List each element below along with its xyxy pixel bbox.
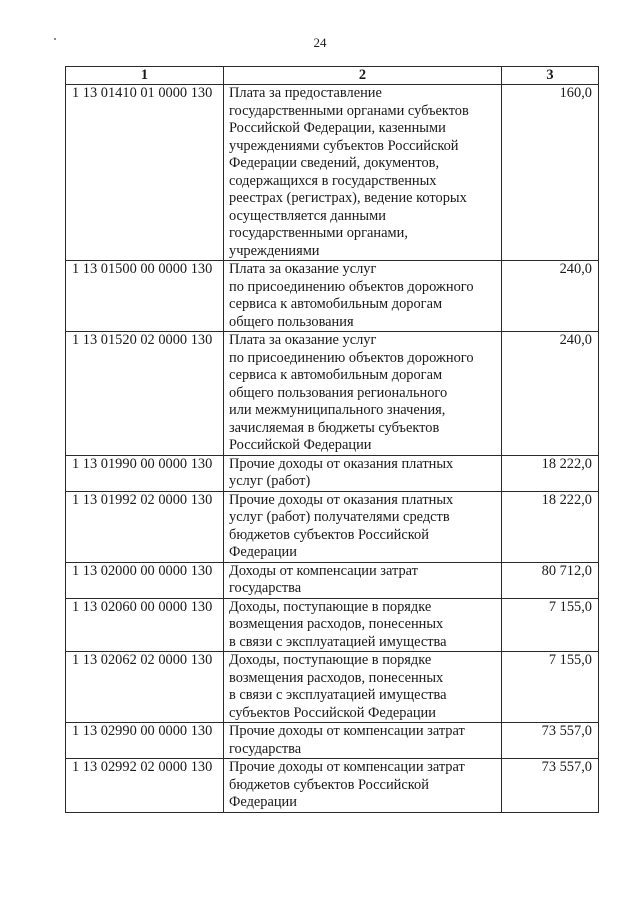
revenue-name-cell (224, 652, 502, 723)
page-number: 24 (313, 35, 327, 50)
budget-code-cell: 1 13 02992 02 0000 130 (66, 759, 224, 813)
table-row (66, 332, 599, 456)
revenue-name-line: учреждениями субъектов Российской (229, 137, 459, 154)
revenue-name-line: содержащихся в государственных (229, 172, 437, 189)
budget-code-cell: 1 13 01500 00 0000 130 (66, 261, 224, 332)
revenue-name-line: Плата за оказание услуг (229, 332, 377, 348)
table-header (66, 67, 599, 85)
revenue-name-line: учреждениями (229, 242, 320, 259)
table-row (66, 723, 599, 759)
budget-code-cell: 1 13 01410 01 0000 130 (66, 85, 224, 261)
column-header-code: 1 (66, 67, 224, 85)
column-header-amount: 3 (502, 67, 599, 85)
revenue-name-line: Федерации (229, 544, 297, 560)
revenue-name-line: услуг (работ) получателями средств (229, 509, 450, 525)
revenue-name-cell (224, 759, 502, 813)
table-row (66, 759, 599, 813)
budget-code-cell: 1 13 02990 00 0000 130 (66, 723, 224, 759)
revenue-name-line: Доходы, поступающие в порядке (229, 598, 432, 615)
amount-cell: 7 155,0 (502, 652, 599, 723)
budget-code-cell: 1 13 02062 02 0000 130 (66, 652, 224, 723)
revenue-name-line: общего пользования (229, 313, 354, 330)
revenue-name-cell (224, 562, 502, 598)
revenue-name-line: осуществляется данными (229, 207, 386, 224)
revenue-name-line: услуг (работ) (229, 473, 311, 489)
budget-code-cell: 1 13 02060 00 0000 130 (66, 598, 224, 652)
revenue-name-line: сервиса к автомобильным дорогам (229, 367, 443, 383)
revenue-name-line: сервиса к автомобильным дорогам (229, 296, 443, 312)
revenue-name-line: Плата за предоставление (229, 85, 382, 101)
revenue-name-line: Доходы, поступающие в порядке (229, 652, 432, 668)
budget-code-cell: 1 13 01520 02 0000 130 (66, 332, 224, 456)
column-header-name: 2 (224, 67, 502, 85)
revenue-name-line: Прочие доходы от компенсации затрат (229, 723, 465, 739)
revenue-name-cell (224, 723, 502, 759)
revenue-name-line: Прочие доходы от оказания платных (229, 455, 454, 472)
amount-cell: 73 557,0 (502, 759, 599, 813)
revenue-name-cell (224, 85, 502, 261)
table-row (66, 598, 599, 652)
revenue-name-line: по присоединению объектов дорожного (229, 349, 474, 366)
revenue-name-line: государственными органами субъектов (229, 102, 469, 119)
revenue-name-line: Федерации (229, 794, 297, 810)
scan-speck (54, 38, 56, 40)
revenue-name-line: по присоединению объектов дорожного (229, 278, 474, 295)
table-body (66, 85, 599, 813)
revenue-name-line: субъектов Российской Федерации (229, 704, 436, 721)
revenue-name-cell (224, 598, 502, 652)
revenue-name-line: общего пользования регионального (229, 384, 448, 401)
revenue-name-line: Плата за оказание услуг (229, 261, 377, 277)
amount-cell: 80 712,0 (502, 562, 599, 598)
revenue-name-line: Доходы от компенсации затрат (229, 562, 418, 579)
revenue-name-line: государства (229, 580, 302, 596)
revenue-table (65, 66, 599, 813)
revenue-name-line: зачисляемая в бюджеты субъектов (229, 419, 440, 436)
budget-code-cell: 1 13 02000 00 0000 130 (66, 562, 224, 598)
amount-cell: 160,0 (502, 85, 599, 261)
table-row (66, 261, 599, 332)
header-row (66, 67, 599, 85)
table-row (66, 491, 599, 562)
revenue-name-cell (224, 261, 502, 332)
table-row (66, 85, 599, 261)
revenue-name-line: Российской Федерации (229, 437, 372, 453)
revenue-name-line: бюджетов субъектов Российской (229, 776, 429, 793)
revenue-name-line: или межмуниципального значения, (229, 402, 446, 418)
revenue-name-line: государственными органами, (229, 225, 408, 241)
amount-cell: 18 222,0 (502, 491, 599, 562)
revenue-name-cell (224, 491, 502, 562)
amount-cell: 73 557,0 (502, 723, 599, 759)
budget-code-cell: 1 13 01992 02 0000 130 (66, 491, 224, 562)
revenue-name-line: возмещения расходов, понесенных (229, 669, 444, 686)
revenue-name-line: Российской Федерации, казенными (229, 120, 446, 136)
revenue-name-line: бюджетов субъектов Российской (229, 526, 429, 543)
table-row (66, 652, 599, 723)
amount-cell: 18 222,0 (502, 455, 599, 491)
revenue-name-line: государства (229, 740, 302, 757)
revenue-name-line: реестрах (регистрах), ведение которых (229, 190, 467, 206)
amount-cell: 7 155,0 (502, 598, 599, 652)
budget-code-cell: 1 13 01990 00 0000 130 (66, 455, 224, 491)
revenue-name-line: Прочие доходы от оказания платных (229, 491, 454, 508)
revenue-name-line: в связи с эксплуатацией имущества (229, 633, 447, 650)
revenue-name-line: в связи с эксплуатацией имущества (229, 687, 447, 703)
amount-cell: 240,0 (502, 332, 599, 456)
revenue-name-line: возмещения расходов, понесенных (229, 616, 444, 632)
revenue-name-line: Федерации сведений, документов, (229, 155, 440, 171)
revenue-name-cell (224, 332, 502, 456)
amount-cell: 240,0 (502, 261, 599, 332)
table-row (66, 455, 599, 491)
revenue-name-line: Прочие доходы от компенсации затрат (229, 759, 465, 775)
table-row (66, 562, 599, 598)
revenue-name-cell (224, 455, 502, 491)
